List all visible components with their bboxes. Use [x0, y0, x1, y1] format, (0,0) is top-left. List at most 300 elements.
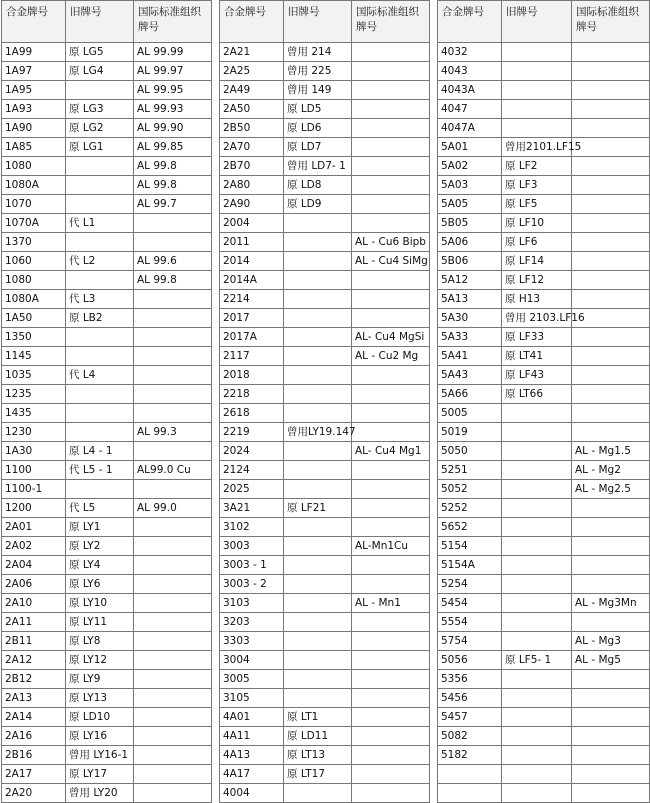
cell-iso-grade — [352, 670, 430, 689]
cell-old-grade: 原 LD11 — [284, 727, 352, 746]
cell-alloy-grade: 2017A — [220, 328, 284, 347]
cell-iso-grade — [572, 233, 650, 252]
table-row — [2, 746, 212, 765]
table-row — [2, 366, 212, 385]
header-alloy-grade: 合金牌号 — [438, 1, 502, 43]
table-row — [438, 670, 650, 689]
cell-old-grade — [66, 176, 134, 195]
cell-iso-grade — [134, 632, 212, 651]
cell-alloy-grade: 3003 — [220, 537, 284, 556]
table-row — [2, 176, 212, 195]
table-row — [438, 43, 650, 62]
cell-alloy-grade: 5A02 — [438, 157, 502, 176]
table-row — [220, 290, 430, 309]
cell-iso-grade — [572, 746, 650, 765]
cell-old-grade — [284, 651, 352, 670]
cell-iso-grade — [134, 480, 212, 499]
cell-alloy-grade: 1100-1 — [2, 480, 66, 499]
cell-alloy-grade: 2018 — [220, 366, 284, 385]
table-row — [438, 784, 650, 803]
cell-old-grade: 原 LY9 — [66, 670, 134, 689]
cell-iso-grade — [352, 176, 430, 195]
cell-old-grade: 曾用LY19.147 — [284, 423, 352, 442]
cell-iso-grade — [572, 385, 650, 404]
cell-old-grade — [284, 442, 352, 461]
cell-alloy-grade: 2A50 — [220, 100, 284, 119]
cell-alloy-grade: 2A04 — [2, 556, 66, 575]
cell-alloy-grade: 2017 — [220, 309, 284, 328]
cell-iso-grade — [134, 689, 212, 708]
table-row — [438, 290, 650, 309]
cell-old-grade — [502, 784, 572, 803]
cell-iso-grade — [572, 518, 650, 537]
cell-iso-grade — [352, 100, 430, 119]
cell-old-grade: 原 LY4 — [66, 556, 134, 575]
cell-old-grade — [502, 81, 572, 100]
table-row — [220, 100, 430, 119]
table-row — [438, 100, 650, 119]
cell-old-grade — [502, 689, 572, 708]
cell-alloy-grade: 5A33 — [438, 328, 502, 347]
cell-alloy-grade: 3102 — [220, 518, 284, 537]
table-row — [2, 518, 212, 537]
cell-iso-grade — [572, 157, 650, 176]
cell-alloy-grade: 4A13 — [220, 746, 284, 765]
cell-old-grade — [502, 765, 572, 784]
cell-old-grade — [502, 423, 572, 442]
cell-iso-grade: AL 99.99 — [134, 43, 212, 62]
cell-old-grade — [502, 575, 572, 594]
table-row — [438, 575, 650, 594]
cell-iso-grade — [572, 499, 650, 518]
cell-alloy-grade: 5082 — [438, 727, 502, 746]
table-row — [438, 518, 650, 537]
table-row — [438, 157, 650, 176]
cell-alloy-grade: 1A99 — [2, 43, 66, 62]
table-row — [2, 43, 212, 62]
cell-iso-grade: AL - Mg2.5 — [572, 480, 650, 499]
table-row — [438, 252, 650, 271]
cell-iso-grade — [572, 290, 650, 309]
table-row — [2, 252, 212, 271]
cell-alloy-grade: 2A70 — [220, 138, 284, 157]
cell-alloy-grade: 2024 — [220, 442, 284, 461]
cell-iso-grade — [352, 385, 430, 404]
cell-alloy-grade: 1370 — [2, 233, 66, 252]
cell-alloy-grade: 5652 — [438, 518, 502, 537]
table-row — [220, 480, 430, 499]
table-row — [438, 537, 650, 556]
table-row — [2, 347, 212, 366]
table-row — [2, 233, 212, 252]
cell-alloy-grade: 3203 — [220, 613, 284, 632]
table-row — [220, 252, 430, 271]
table-row — [2, 784, 212, 803]
cell-old-grade — [502, 119, 572, 138]
table-row — [220, 404, 430, 423]
cell-alloy-grade: 3003 - 2 — [220, 575, 284, 594]
cell-alloy-grade: 2A14 — [2, 708, 66, 727]
cell-old-grade — [284, 366, 352, 385]
cell-iso-grade — [572, 575, 650, 594]
cell-old-grade: 原 LY16 — [66, 727, 134, 746]
table-row — [2, 62, 212, 81]
table-row — [2, 613, 212, 632]
cell-iso-grade — [134, 347, 212, 366]
table-row — [2, 385, 212, 404]
header-iso-grade: 国际标准组织牌号 — [572, 1, 650, 43]
table-row — [438, 214, 650, 233]
cell-old-grade — [284, 252, 352, 271]
cell-iso-grade — [572, 404, 650, 423]
cell-alloy-grade: 1080A — [2, 176, 66, 195]
cell-alloy-grade: 5454 — [438, 594, 502, 613]
cell-iso-grade — [572, 613, 650, 632]
cell-old-grade: 代 L3 — [66, 290, 134, 309]
cell-old-grade: 原 LF33 — [502, 328, 572, 347]
table-row — [220, 442, 430, 461]
cell-old-grade: 原 LF5 — [502, 195, 572, 214]
cell-old-grade: 代 L2 — [66, 252, 134, 271]
table-row — [220, 499, 430, 518]
cell-alloy-grade: 5254 — [438, 575, 502, 594]
table-row — [438, 233, 650, 252]
table-row — [2, 290, 212, 309]
cell-old-grade: 曾用 2103.LF16 — [502, 309, 572, 328]
cell-alloy-grade: 5A41 — [438, 347, 502, 366]
table-row — [220, 309, 430, 328]
cell-iso-grade — [572, 176, 650, 195]
table-row — [438, 689, 650, 708]
cell-old-grade — [284, 328, 352, 347]
cell-old-grade: 原 LD8 — [284, 176, 352, 195]
cell-iso-grade: AL- Cu4 Mg1 — [352, 442, 430, 461]
table-row — [438, 347, 650, 366]
cell-iso-grade — [352, 404, 430, 423]
cell-iso-grade — [352, 43, 430, 62]
cell-iso-grade — [352, 309, 430, 328]
cell-old-grade — [502, 746, 572, 765]
cell-old-grade: 原 LY10 — [66, 594, 134, 613]
table-row — [220, 271, 430, 290]
table-row — [2, 214, 212, 233]
table-row — [2, 81, 212, 100]
cell-iso-grade: AL 99.90 — [134, 119, 212, 138]
cell-iso-grade: AL 99.3 — [134, 423, 212, 442]
cell-old-grade: 原 LY12 — [66, 651, 134, 670]
cell-old-grade — [66, 271, 134, 290]
cell-iso-grade: AL 99.85 — [134, 138, 212, 157]
cell-alloy-grade: 2618 — [220, 404, 284, 423]
cell-iso-grade — [352, 62, 430, 81]
cell-iso-grade — [134, 727, 212, 746]
cell-iso-grade — [134, 328, 212, 347]
table-row — [220, 727, 430, 746]
table-row — [220, 81, 430, 100]
table-row — [438, 765, 650, 784]
table-row — [2, 100, 212, 119]
cell-old-grade — [66, 195, 134, 214]
cell-iso-grade — [134, 290, 212, 309]
cell-alloy-grade: 3103 — [220, 594, 284, 613]
cell-alloy-grade: 2A90 — [220, 195, 284, 214]
cell-iso-grade: AL - Cu4 SiMg — [352, 252, 430, 271]
cell-old-grade: 原 LT13 — [284, 746, 352, 765]
cell-iso-grade — [572, 81, 650, 100]
cell-alloy-grade: 1200 — [2, 499, 66, 518]
cell-iso-grade — [134, 366, 212, 385]
cell-old-grade — [502, 100, 572, 119]
cell-alloy-grade: 2B50 — [220, 119, 284, 138]
table-row — [438, 613, 650, 632]
cell-iso-grade — [572, 537, 650, 556]
table-row — [2, 119, 212, 138]
cell-alloy-grade: 5754 — [438, 632, 502, 651]
cell-iso-grade — [134, 613, 212, 632]
cell-iso-grade — [134, 385, 212, 404]
cell-alloy-grade: 5A13 — [438, 290, 502, 309]
cell-iso-grade: AL99.0 Cu — [134, 461, 212, 480]
cell-iso-grade — [352, 746, 430, 765]
cell-iso-grade: AL - Mg1.5 — [572, 442, 650, 461]
cell-iso-grade: AL- Cu4 MgSi — [352, 328, 430, 347]
cell-iso-grade — [572, 138, 650, 157]
cell-alloy-grade: 4043A — [438, 81, 502, 100]
cell-old-grade — [284, 233, 352, 252]
cell-alloy-grade: 2014A — [220, 271, 284, 290]
cell-iso-grade — [352, 119, 430, 138]
cell-old-grade — [284, 518, 352, 537]
cell-old-grade: 曾用 LY20 — [66, 784, 134, 803]
table-row — [2, 480, 212, 499]
table-row — [220, 328, 430, 347]
cell-alloy-grade: 4A17 — [220, 765, 284, 784]
alloy-table-2 — [219, 0, 430, 803]
cell-alloy-grade: 1A97 — [2, 62, 66, 81]
header-old-grade: 旧牌号 — [284, 1, 352, 43]
cell-alloy-grade: 1A95 — [2, 81, 66, 100]
table-row — [220, 651, 430, 670]
table-row — [2, 157, 212, 176]
table-row — [2, 708, 212, 727]
cell-iso-grade: AL 99.0 — [134, 499, 212, 518]
cell-iso-grade — [352, 499, 430, 518]
cell-iso-grade — [352, 708, 430, 727]
cell-alloy-grade: 2214 — [220, 290, 284, 309]
cell-alloy-grade: 5154 — [438, 537, 502, 556]
cell-alloy-grade: 2B11 — [2, 632, 66, 651]
cell-iso-grade: AL 99.95 — [134, 81, 212, 100]
cell-alloy-grade: 5182 — [438, 746, 502, 765]
table-row — [438, 138, 650, 157]
cell-alloy-grade: 2011 — [220, 233, 284, 252]
table-row — [2, 328, 212, 347]
cell-iso-grade — [134, 309, 212, 328]
table-row — [438, 62, 650, 81]
cell-old-grade — [66, 81, 134, 100]
table-row — [438, 632, 650, 651]
cell-alloy-grade: 5A30 — [438, 309, 502, 328]
cell-old-grade — [284, 214, 352, 233]
cell-old-grade: 原 LF14 — [502, 252, 572, 271]
table-row — [2, 575, 212, 594]
cell-old-grade: 原 LD10 — [66, 708, 134, 727]
cell-alloy-grade: 1060 — [2, 252, 66, 271]
cell-iso-grade — [352, 689, 430, 708]
cell-iso-grade: AL 99.8 — [134, 271, 212, 290]
cell-alloy-grade: 3005 — [220, 670, 284, 689]
table-row — [220, 119, 430, 138]
cell-old-grade: 曾用 149 — [284, 81, 352, 100]
cell-old-grade: 原 LF21 — [284, 499, 352, 518]
cell-alloy-grade: 1230 — [2, 423, 66, 442]
cell-alloy-grade: 5005 — [438, 404, 502, 423]
cell-old-grade: 原 LY13 — [66, 689, 134, 708]
cell-old-grade: 原 LG4 — [66, 62, 134, 81]
cell-old-grade — [284, 309, 352, 328]
cell-old-grade: 代 L4 — [66, 366, 134, 385]
cell-iso-grade — [352, 575, 430, 594]
cell-iso-grade — [134, 537, 212, 556]
cell-old-grade: 曾用 214 — [284, 43, 352, 62]
table-row — [220, 195, 430, 214]
cell-alloy-grade: 2124 — [220, 461, 284, 480]
cell-old-grade — [502, 518, 572, 537]
cell-old-grade — [502, 708, 572, 727]
table-row — [2, 556, 212, 575]
cell-old-grade — [284, 461, 352, 480]
cell-alloy-grade: 4047 — [438, 100, 502, 119]
cell-old-grade: 原 LG3 — [66, 100, 134, 119]
cell-old-grade: 曾用2101.LF15 — [502, 138, 572, 157]
cell-alloy-grade: 5052 — [438, 480, 502, 499]
cell-old-grade — [502, 499, 572, 518]
table-row — [438, 708, 650, 727]
cell-iso-grade: AL - Cu6 Bipb — [352, 233, 430, 252]
cell-old-grade: 原 LF3 — [502, 176, 572, 195]
cell-iso-grade — [134, 784, 212, 803]
cell-alloy-grade: 5B05 — [438, 214, 502, 233]
cell-iso-grade: AL 99.8 — [134, 176, 212, 195]
table-row — [220, 689, 430, 708]
cell-old-grade: 原 LF6 — [502, 233, 572, 252]
cell-alloy-grade: 2219 — [220, 423, 284, 442]
table-row — [220, 423, 430, 442]
cell-iso-grade — [352, 727, 430, 746]
cell-iso-grade — [352, 613, 430, 632]
cell-iso-grade — [134, 708, 212, 727]
cell-old-grade: 原 LD5 — [284, 100, 352, 119]
cell-alloy-grade: 5050 — [438, 442, 502, 461]
header-old-grade: 旧牌号 — [502, 1, 572, 43]
cell-alloy-grade: 5056 — [438, 651, 502, 670]
cell-old-grade: 原 LB2 — [66, 309, 134, 328]
table-row — [220, 518, 430, 537]
table-row — [220, 556, 430, 575]
table-row — [438, 423, 650, 442]
cell-iso-grade — [572, 423, 650, 442]
cell-old-grade — [66, 157, 134, 176]
cell-alloy-grade: 4A11 — [220, 727, 284, 746]
table-row — [438, 271, 650, 290]
table-row — [438, 727, 650, 746]
table-row — [220, 43, 430, 62]
cell-alloy-grade: 5B06 — [438, 252, 502, 271]
cell-iso-grade — [352, 138, 430, 157]
cell-alloy-grade: 1350 — [2, 328, 66, 347]
cell-old-grade — [284, 347, 352, 366]
cell-old-grade — [284, 404, 352, 423]
table-body — [438, 43, 650, 803]
cell-old-grade — [66, 233, 134, 252]
cell-iso-grade — [134, 214, 212, 233]
cell-iso-grade — [134, 765, 212, 784]
table-row — [2, 537, 212, 556]
cell-alloy-grade: 2B12 — [2, 670, 66, 689]
cell-iso-grade — [572, 765, 650, 784]
cell-old-grade — [66, 347, 134, 366]
cell-alloy-grade: 3A21 — [220, 499, 284, 518]
table-row — [220, 366, 430, 385]
cell-old-grade: 原 LD6 — [284, 119, 352, 138]
cell-iso-grade: AL - Mg2 — [572, 461, 650, 480]
cell-old-grade — [502, 594, 572, 613]
table-row — [220, 708, 430, 727]
cell-alloy-grade: 1100 — [2, 461, 66, 480]
cell-iso-grade — [352, 271, 430, 290]
header-row — [438, 1, 650, 43]
cell-iso-grade — [352, 214, 430, 233]
table-row — [2, 404, 212, 423]
cell-iso-grade — [134, 746, 212, 765]
cell-iso-grade — [134, 594, 212, 613]
cell-alloy-grade: 5456 — [438, 689, 502, 708]
cell-old-grade — [284, 689, 352, 708]
cell-alloy-grade: 2A11 — [2, 613, 66, 632]
cell-iso-grade: AL - Mg3Mn — [572, 594, 650, 613]
cell-old-grade: 原 LF43 — [502, 366, 572, 385]
cell-old-grade — [284, 271, 352, 290]
cell-old-grade — [502, 442, 572, 461]
table-row — [2, 423, 212, 442]
cell-iso-grade: AL 99.6 — [134, 252, 212, 271]
cell-alloy-grade: 1A90 — [2, 119, 66, 138]
table-row — [220, 214, 430, 233]
cell-iso-grade — [572, 328, 650, 347]
cell-alloy-grade: 5457 — [438, 708, 502, 727]
table-row — [2, 442, 212, 461]
cell-iso-grade — [572, 556, 650, 575]
table-row — [438, 328, 650, 347]
cell-old-grade: 原 LY11 — [66, 613, 134, 632]
cell-alloy-grade: 3303 — [220, 632, 284, 651]
cell-alloy-grade: 1235 — [2, 385, 66, 404]
table-row — [220, 62, 430, 81]
table-row — [438, 499, 650, 518]
cell-old-grade: 曾用 LD7- 1 — [284, 157, 352, 176]
cell-alloy-grade: 2B70 — [220, 157, 284, 176]
cell-alloy-grade: 1A93 — [2, 100, 66, 119]
cell-iso-grade — [572, 100, 650, 119]
table-row — [438, 404, 650, 423]
table-row — [220, 537, 430, 556]
table-row — [438, 556, 650, 575]
cell-iso-grade — [352, 423, 430, 442]
cell-iso-grade — [352, 480, 430, 499]
table-row — [438, 119, 650, 138]
cell-alloy-grade: 4047A — [438, 119, 502, 138]
cell-alloy-grade: 2A12 — [2, 651, 66, 670]
